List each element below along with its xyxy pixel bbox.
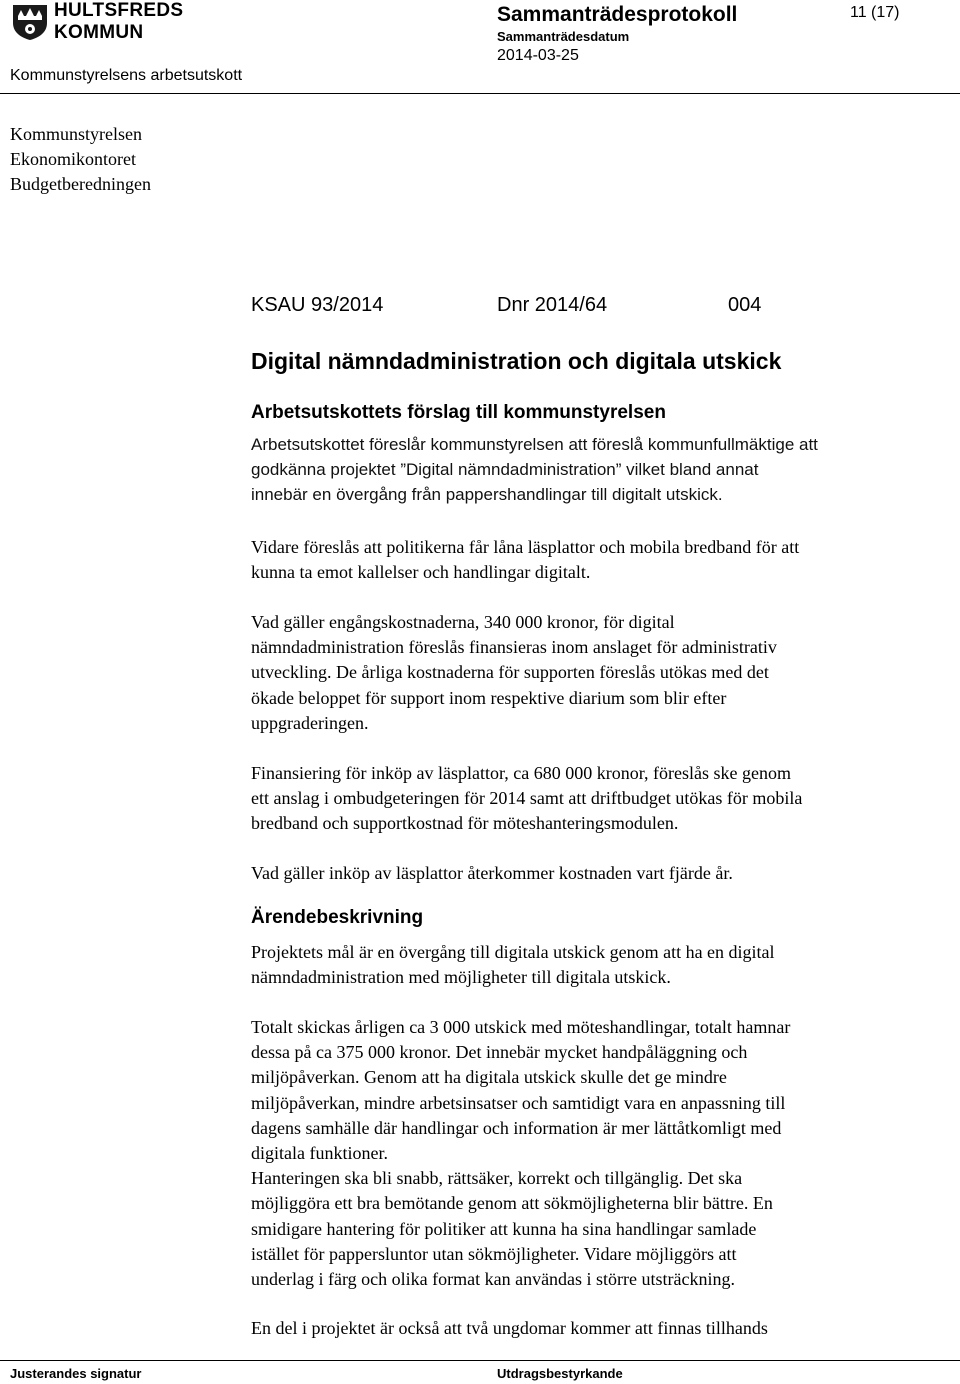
- header-divider: [0, 93, 960, 94]
- text-line: miljöpåverkan. Genom att ha digitala utskick skulle det ge mindre: [251, 1067, 727, 1088]
- text-line: Totalt skickas årligen ca 3 000 utskick med möteshandlingar, totalt hamnar: [251, 1017, 791, 1037]
- text-line: Arbetsutskottet föreslår kommunstyrelsen att föreslå kommunfullmäktige att: [251, 435, 818, 454]
- text-line: ett anslag i ombudgeteringen för 2014 samt att driftbudget utökas för mobila: [251, 788, 803, 809]
- meeting-date: 2014-03-25: [497, 47, 579, 64]
- text-line: dagens samhälle där handlingar och information är mer lättåtkomligt med: [251, 1117, 782, 1138]
- text-line: Vidare föreslås att politikerna får låna läsplattor och mobila bredband för att: [251, 537, 800, 557]
- text-line: godkänna projektet ”Digital nämndadministration” vilket bland annat: [251, 460, 759, 480]
- proposal-paragraph: [251, 535, 941, 585]
- recipient: Budgetberedningen: [10, 174, 151, 194]
- item-title: Digital nämndadministration och digitala utskick: [251, 348, 782, 374]
- case-number: KSAU 93/2014: [251, 294, 384, 316]
- meeting-date-label: Sammanträdesdatum: [497, 29, 630, 44]
- text-line: Vad gäller inköp av läsplattor återkommer kostnaden vart fjärde år.: [251, 863, 733, 883]
- document-title: Sammanträdesprotokoll: [497, 3, 738, 26]
- text-line: uppgraderingen.: [251, 712, 369, 733]
- text-line: smidigare hantering för politiker att kunna ha sina handlingar samlade: [251, 1218, 757, 1239]
- text-line: Projektets mål är en övergång till digitala utskick genom att ha en digital: [251, 942, 775, 962]
- archive-code: 004: [728, 294, 762, 316]
- text-line: istället för pappersluntor utan sökmöjligheter. Vidare möjliggörs att: [251, 1243, 737, 1264]
- recipient: Kommunstyrelsen: [10, 124, 142, 144]
- text-line: möjliggöra ett bra bemötande genom att sökmöjligheterna blir bättre. En: [251, 1193, 773, 1214]
- description-paragraph: [251, 1015, 941, 1292]
- municipality-logo: [10, 2, 185, 42]
- text-line: kunna ta emot kallelser och handlingar digitalt.: [251, 562, 591, 583]
- text-line: ökade beloppet för support inom respektive diarium som blir efter: [251, 687, 727, 708]
- logo-line-1: HULTSFREDS: [54, 0, 184, 21]
- text-line: nämndadministration med möjligheter till digitala utskick.: [251, 967, 671, 988]
- text-line: dessa på ca 375 000 kronor. Det innebär mycket handpåläggning och: [251, 1042, 748, 1063]
- proposal-paragraph: [251, 761, 941, 837]
- text-line: underlag i färg och olika format kan användas i större utsträckning.: [251, 1269, 736, 1290]
- description-paragraph: [251, 940, 941, 990]
- logo-line-2: KOMMUN: [54, 22, 144, 43]
- description-paragraph: [251, 1316, 941, 1341]
- text-line: Vad gäller engångskostnaderna, 340 000 kronor, för digital: [251, 612, 675, 632]
- text-line: bredband och supportkostnad för möteshanteringsmodulen.: [251, 813, 679, 834]
- proposal-paragraph: [251, 861, 941, 886]
- text-line: En del i projektet är också att två ungdomar kommer att finnas tillhands: [251, 1318, 768, 1338]
- committee-name: Kommunstyrelsens arbetsutskott: [10, 67, 243, 84]
- text-line: miljöpåverkan, mindre arbetsinsatser och samtidigt vara en anpassning till: [251, 1092, 786, 1113]
- footer-divider: [0, 1360, 960, 1361]
- proposal-paragraph: [251, 610, 941, 736]
- proposal-heading: Arbetsutskottets förslag till kommunstyrelsen: [251, 402, 666, 423]
- text-line: innebär en övergång från pappershandlingar till digitalt utskick.: [251, 485, 723, 505]
- description-heading: Ärendebeskrivning: [251, 907, 424, 928]
- proposal-paragraph: [251, 432, 941, 508]
- text-line: utveckling. De årliga kostnaderna för supporten föreslås utökas med det: [251, 662, 769, 683]
- text-line: Hanteringen ska bli snabb, rättsäker, korrekt och tillgänglig. Det ska: [251, 1168, 743, 1189]
- municipal-crest-icon: [10, 3, 50, 41]
- recipient-list: [10, 122, 151, 197]
- text-line: digitala funktioner.: [251, 1143, 388, 1164]
- text-line: nämndadministration föreslås finansieras inom anslaget för administrativ: [251, 637, 777, 658]
- page-number: 11 (17): [850, 4, 900, 21]
- text-line: Finansiering för inköp av läsplattor, ca 680 000 kronor, föreslås ske genom: [251, 763, 791, 783]
- registration-number: Dnr 2014/64: [497, 294, 608, 316]
- extract-certification-label: Utdragsbestyrkande: [497, 1366, 623, 1381]
- recipient: Ekonomikontoret: [10, 149, 136, 169]
- signature-label: Justerandes signatur: [10, 1366, 142, 1381]
